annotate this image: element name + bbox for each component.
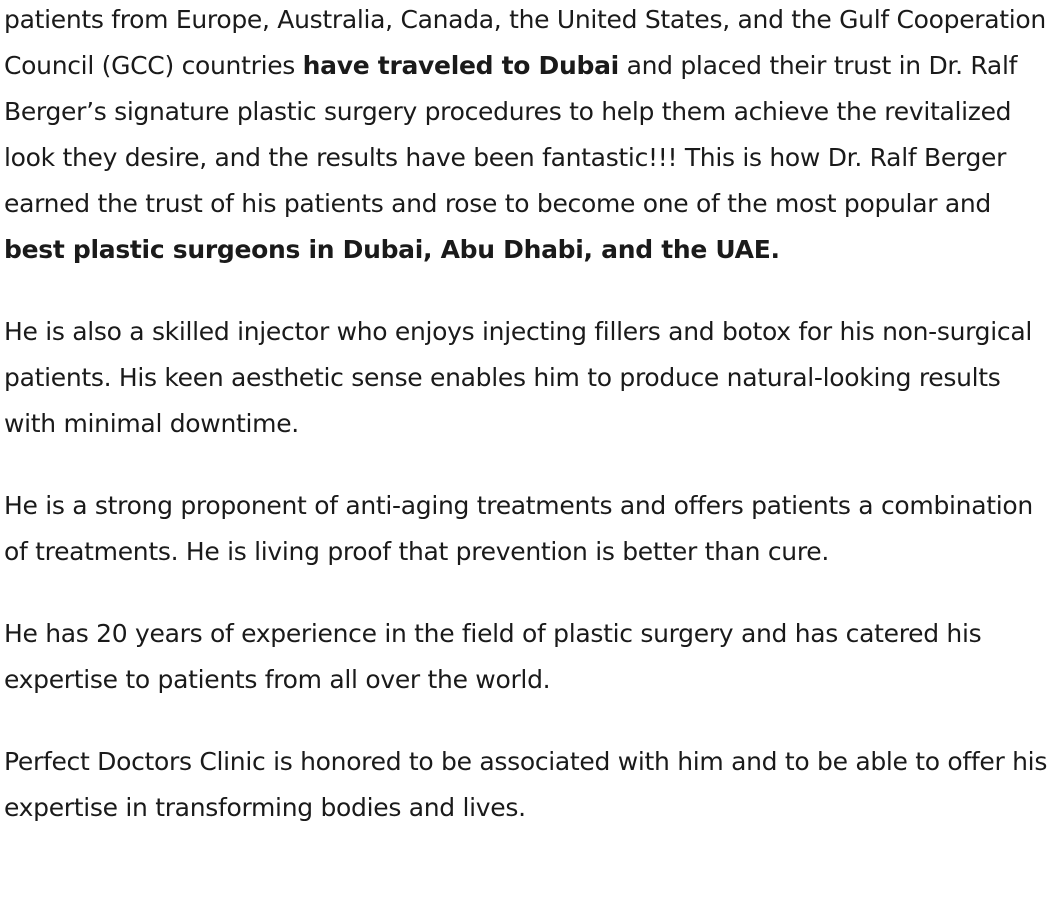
paragraph-anti-aging [4, 483, 1054, 575]
text-segment: He has 20 years of experience in the field of plastic surgery and has catered his expertise to patients from all over the world. [4, 619, 982, 694]
text-segment: patients from Europe, Australia, Canada, the United States, and the Gulf Cooperation Council (GCC) countries [4, 5, 1046, 80]
paragraph-experience [4, 611, 1054, 703]
paragraph-intro [4, 0, 1054, 273]
bold-text-segment: have traveled to Dubai [302, 51, 619, 80]
text-segment: He is also a skilled injector who enjoys injecting fillers and botox for his non-surgical patients. His keen aesthetic sense enables him to produce natural-looking results with minimal downtime. [4, 317, 1033, 438]
text-segment: and placed their trust in Dr. Ralf Berger’s signature plastic surgery procedures to help them achieve the revitalized look they desire, and the results have been fantastic!!! This is how Dr. Ralf Berger earned the trust of his patients and rose to become one of the most popular and [4, 51, 1018, 218]
text-segment: He is a strong proponent of anti-aging treatments and offers patients a combination of treatments. He is living proof that prevention is better than cure. [4, 491, 1033, 566]
text-segment: Perfect Doctors Clinic is honored to be associated with him and to be able to offer his expertise in transforming bodies and lives. [4, 747, 1048, 822]
paragraph-injector [4, 309, 1054, 447]
paragraph-clinic [4, 739, 1054, 831]
bold-text-segment: best plastic surgeons in Dubai, Abu Dhabi, and the UAE. [4, 235, 780, 264]
